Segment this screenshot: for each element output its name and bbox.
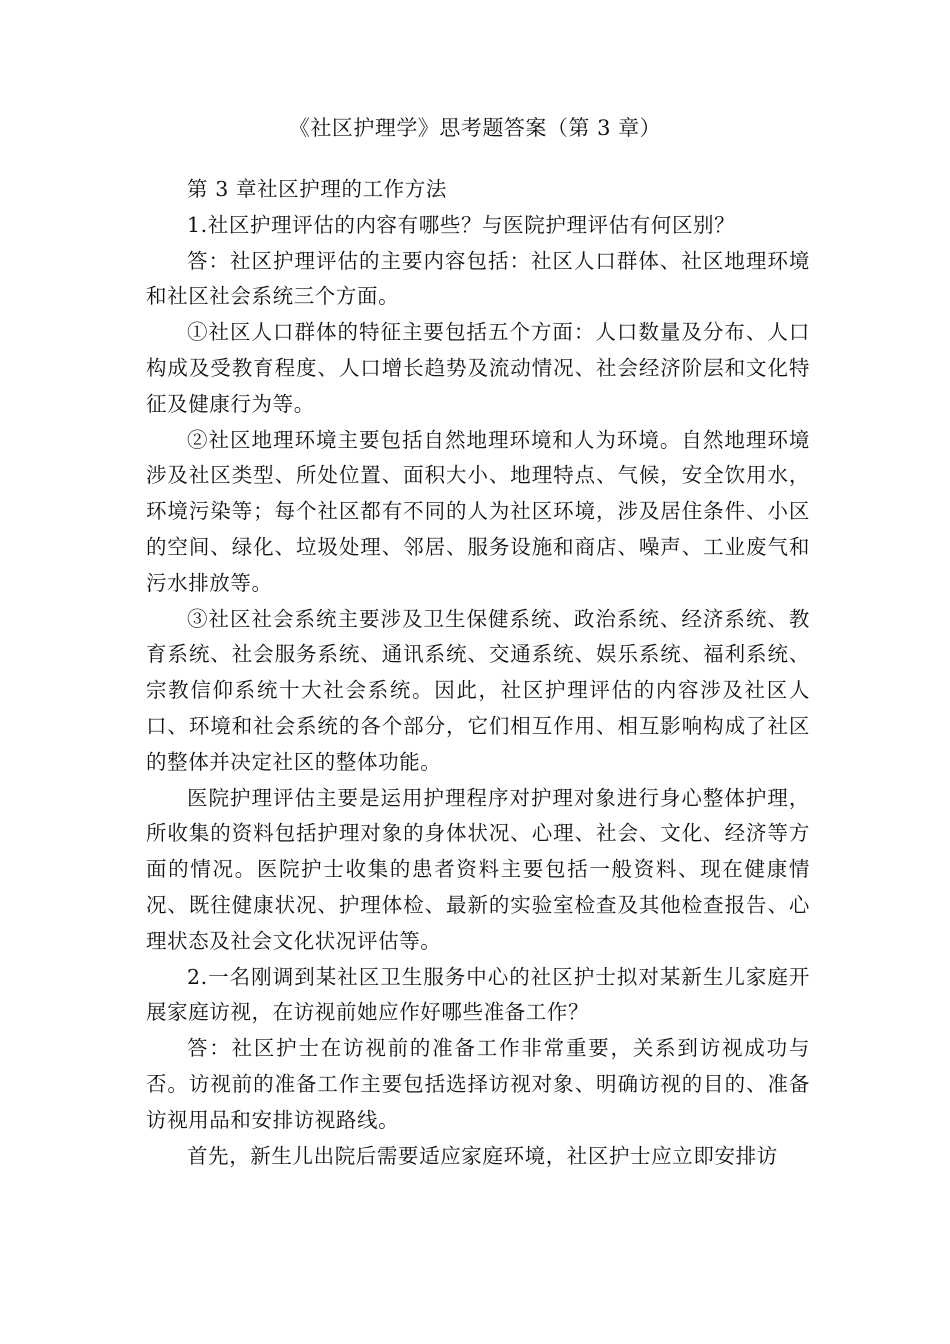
answer-1-point-2: ②社区地理环境主要包括自然地理环境和人为环境。自然地理环境涉及社区类型、所处位置、面积大小、地理特点、气候，安全饮用水，环境污染等；每个社区都有不同的人为社区环境，涉及居住条件、小区的空间、绿化、垃圾处理、邻居、服务设施和商店、噪声、工业废气和污水排放等。 — [146, 427, 810, 595]
document-title: 《社区护理学》思考题答案（第 3 章） — [288, 116, 662, 140]
answer-1-hospital: 医院护理评估主要是运用护理程序对护理对象进行身心整体护理，所收集的资料包括护理对象的身体状况、心理、社会、文化、经济等方面的情况。医院护士收集的患者资料主要包括一般资料、现在健康情况、既往健康状况、护理体检、最新的实验室检查及其他检查报告、心理状态及社会文化状况评估等。 — [146, 785, 810, 953]
document-body — [146, 172, 810, 1174]
question-2: 2.一名刚调到某社区卫生服务中心的社区护士拟对某新生儿家庭开展家庭访视，在访视前她应作好哪些准备工作？ — [146, 964, 810, 1025]
answer-2-intro: 答：社区护士在访视前的准备工作非常重要，关系到访视成功与否。访视前的准备工作主要包括选择访视对象、明确访视的目的、准备访视用品和安排访视路线。 — [146, 1036, 810, 1132]
chapter-heading: 第 3 章社区护理的工作方法 — [187, 177, 447, 201]
answer-1-point-3: ③社区社会系统主要涉及卫生保健系统、政治系统、经济系统、教育系统、社会服务系统、通讯系统、交通系统、娱乐系统、福利系统、宗教信仰系统十大社会系统。因此，社区护理评估的内容涉及社区人口、环境和社会系统的各个部分，它们相互作用、相互影响构成了社区的整体并决定社区的整体功能。 — [146, 606, 810, 774]
answer-2-first: 首先，新生儿出院后需要适应家庭环境，社区护士应立即安排访 — [187, 1143, 778, 1168]
question-1: 1.社区护理评估的内容有哪些？与医院护理评估有何区别？ — [187, 212, 736, 237]
answer-1-point-1: ①社区人口群体的特征主要包括五个方面：人口数量及分布、人口构成及受教育程度、人口增长趋势及流动情况、社会经济阶层和文化特征及健康行为等。 — [146, 320, 810, 416]
answer-1-intro: 答：社区护理评估的主要内容包括：社区人口群体、社区地理环境和社区社会系统三个方面。 — [146, 248, 810, 309]
